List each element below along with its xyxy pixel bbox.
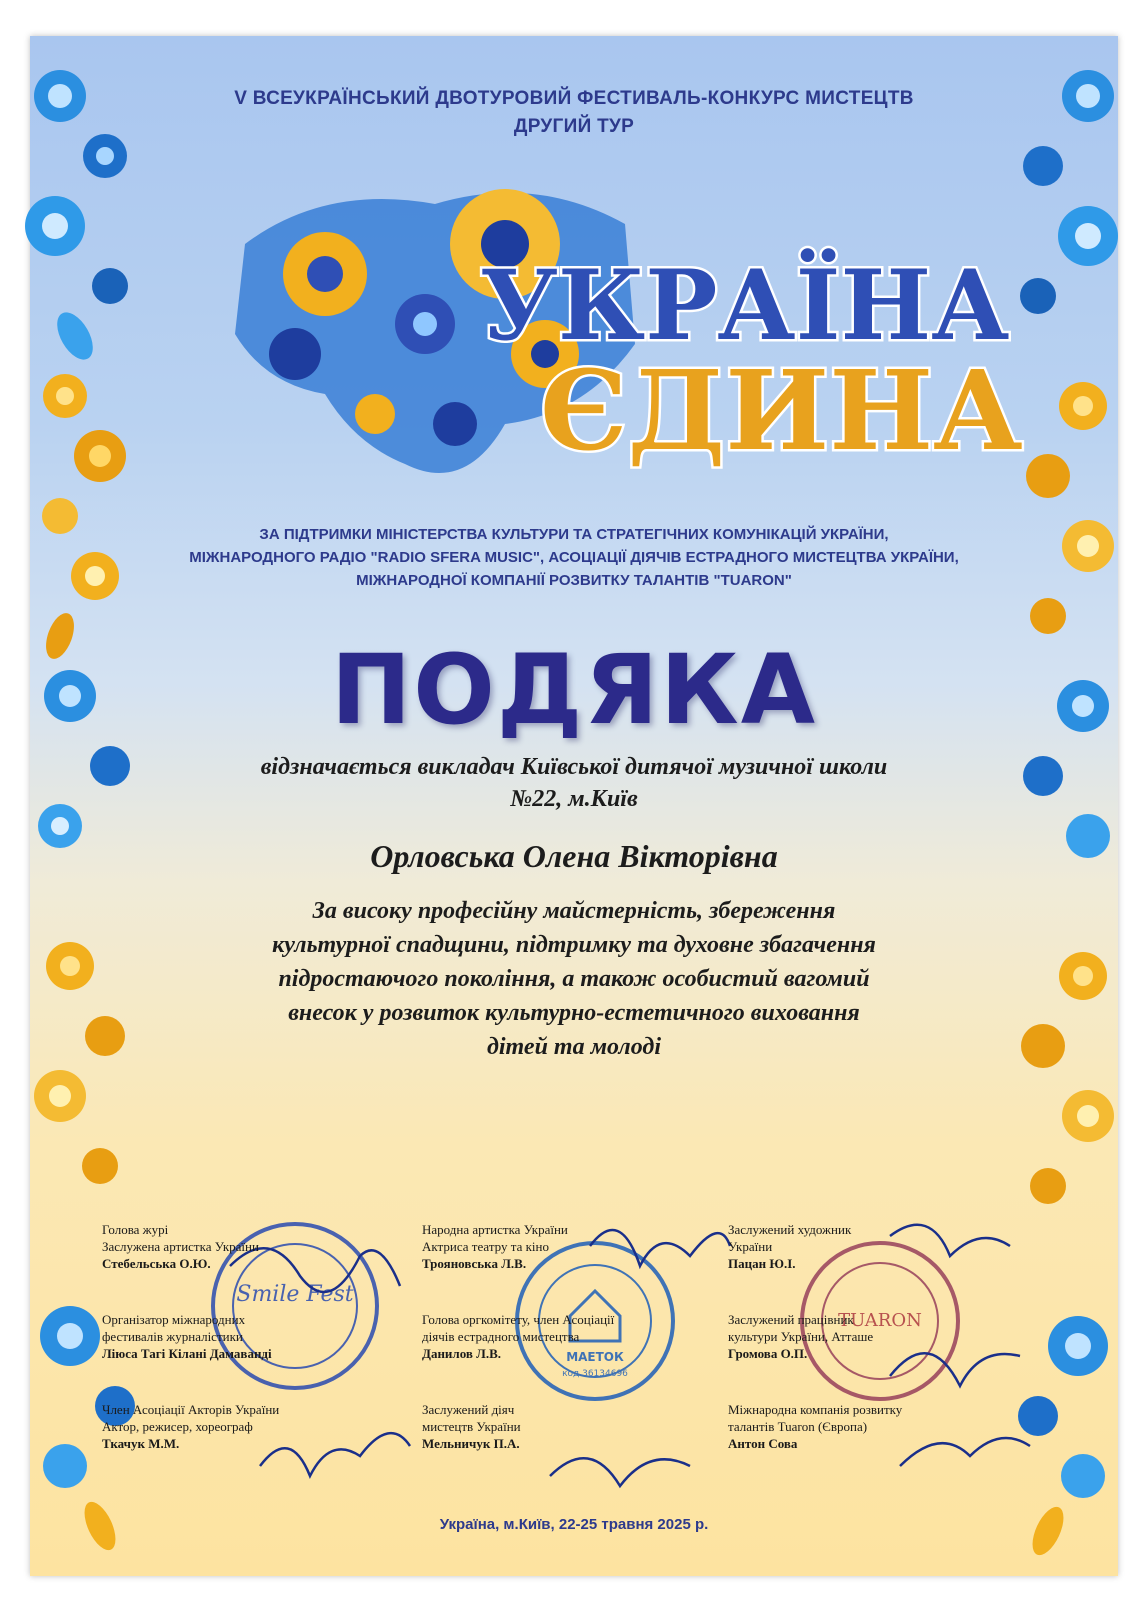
support-line1: ЗА ПІДТРИМКИ МІНІСТЕРСТВА КУЛЬТУРИ ТА СТРАТЕГІЧНИХ КОМУНІКАЦІЙ УКРАЇНИ, (259, 526, 889, 543)
support-line3: МІЖНАРОДНОЇ КОМПАНІЇ РОЗВИТКУ ТАЛАНТІВ "TUARON" (356, 572, 792, 589)
signatory-title: культури України, Атташе (728, 1329, 874, 1344)
festival-header-line2: ДРУГИЙ ТУР (513, 116, 635, 137)
signatory-title: діячів естрадного мистецтва (422, 1329, 580, 1344)
signatory-title: Голова журі (102, 1222, 169, 1237)
signatory-title: Член Асоціації Акторів України (102, 1402, 280, 1417)
signatory-title: мистецтв України (422, 1419, 521, 1434)
handwritten-signatures (230, 1225, 1030, 1486)
signatory-title: Заслужений діяч (422, 1402, 515, 1417)
signatory-name: Антон Сова (728, 1436, 798, 1451)
signatory-title: Голова оргкомітету, член Асоціації (422, 1312, 615, 1327)
signatory-name: Ткачук М.М. (102, 1436, 180, 1451)
signatory-title: Заслужений працівник (728, 1312, 854, 1327)
certificate-sheet (30, 36, 1118, 1576)
recipient-role-line1: відзначається викладач Київської дитячої музичної школи (260, 754, 888, 780)
signatory-title: Організатор міжнародних (102, 1312, 246, 1327)
certificate-title: ПОДЯКА (330, 634, 818, 746)
recipient-name: Орловська Олена Вікторівна (370, 838, 778, 874)
signatory-block (102, 1311, 272, 1362)
signatory-block (102, 1401, 279, 1452)
recipient-role-line2: №22, м.Київ (510, 786, 638, 812)
stamp1-text: Smile Fest (236, 1282, 354, 1307)
signatory-title: Заслужена артистка України (102, 1239, 259, 1254)
signatory-title: талантів Tuaron (Європа) (728, 1419, 868, 1434)
support-line2: МІЖНАРОДНОГО РАДІО "RADIO SFERA MUSIC", АСОЦІАЦІЇ ДІЯЧІВ ЕСТРАДНОГО МИСТЕЦТВА УКРАЇНИ, (189, 549, 959, 566)
signatory-name: Ліюса Тагі Кілані Дамаванді (102, 1346, 272, 1361)
signatory-title: України (728, 1239, 773, 1254)
logo-word-yedyna: ЄДИНА (540, 346, 1023, 475)
signatory-name: Громова О.П. (728, 1346, 808, 1361)
signatory-block (422, 1221, 568, 1272)
signatory-title: Народна артистка України (422, 1222, 568, 1237)
reason-line1: За високу професійну майстерність, збереження (312, 898, 836, 924)
gold-flowers-bottom-right (1021, 952, 1114, 1204)
reason-line3: підростаючого покоління, а також особистий вагомий (278, 966, 870, 992)
gold-flowers-left (41, 374, 126, 663)
stamp2-text: МАЕТОК (566, 1350, 624, 1364)
signatory-title: Міжнародна компанія розвитку (728, 1402, 903, 1417)
signatory-title: Актриса театру та кіно (422, 1239, 549, 1254)
signatory-title: Заслужений художник (728, 1222, 852, 1237)
signatory-block (728, 1221, 851, 1272)
place-and-date: Україна, м.Київ, 22-25 травня 2025 р. (439, 1516, 709, 1533)
signatory-title: фестивалів журналістики (102, 1329, 243, 1344)
reason-line5: дітей та молоді (486, 1034, 661, 1060)
reason-line4: внесок у розвиток культурно-естетичного виховання (288, 1000, 860, 1026)
festival-header-line1: V ВСЕУКРАЇНСЬКИЙ ДВОТУРОВИЙ ФЕСТИВАЛЬ-КОНКУРС МИСТЕЦТВ (234, 88, 914, 109)
signatory-block (422, 1401, 521, 1452)
gold-flowers-bottom-left (34, 942, 125, 1184)
signatory-name: Стебельська О.Ю. (102, 1256, 211, 1271)
signatory-block (102, 1221, 259, 1272)
reason-line2: культурної спадщини, підтримку та духовне збагачення (272, 932, 876, 958)
signatory-name: Мельничук П.А. (422, 1436, 520, 1451)
signatory-name: Пацан Ю.І. (728, 1256, 796, 1271)
stamp2-code: код 36134696 (562, 1369, 628, 1379)
gold-flowers-right (1026, 382, 1114, 634)
signatory-name: Данилов Л.В. (422, 1346, 502, 1361)
signatory-block (728, 1311, 873, 1362)
stamp3-text: TUARON (838, 1310, 922, 1331)
signatory-block (728, 1401, 902, 1452)
blue-flowers-top-left (25, 70, 128, 366)
signatory-block (422, 1311, 614, 1362)
logo-word-ukraina: УКРАЇНА (480, 249, 1010, 362)
signatory-name: Трояновська Л.В. (422, 1256, 527, 1271)
festival-logo (205, 164, 1023, 544)
signatory-title: Актор, режисер, хореограф (102, 1419, 253, 1434)
